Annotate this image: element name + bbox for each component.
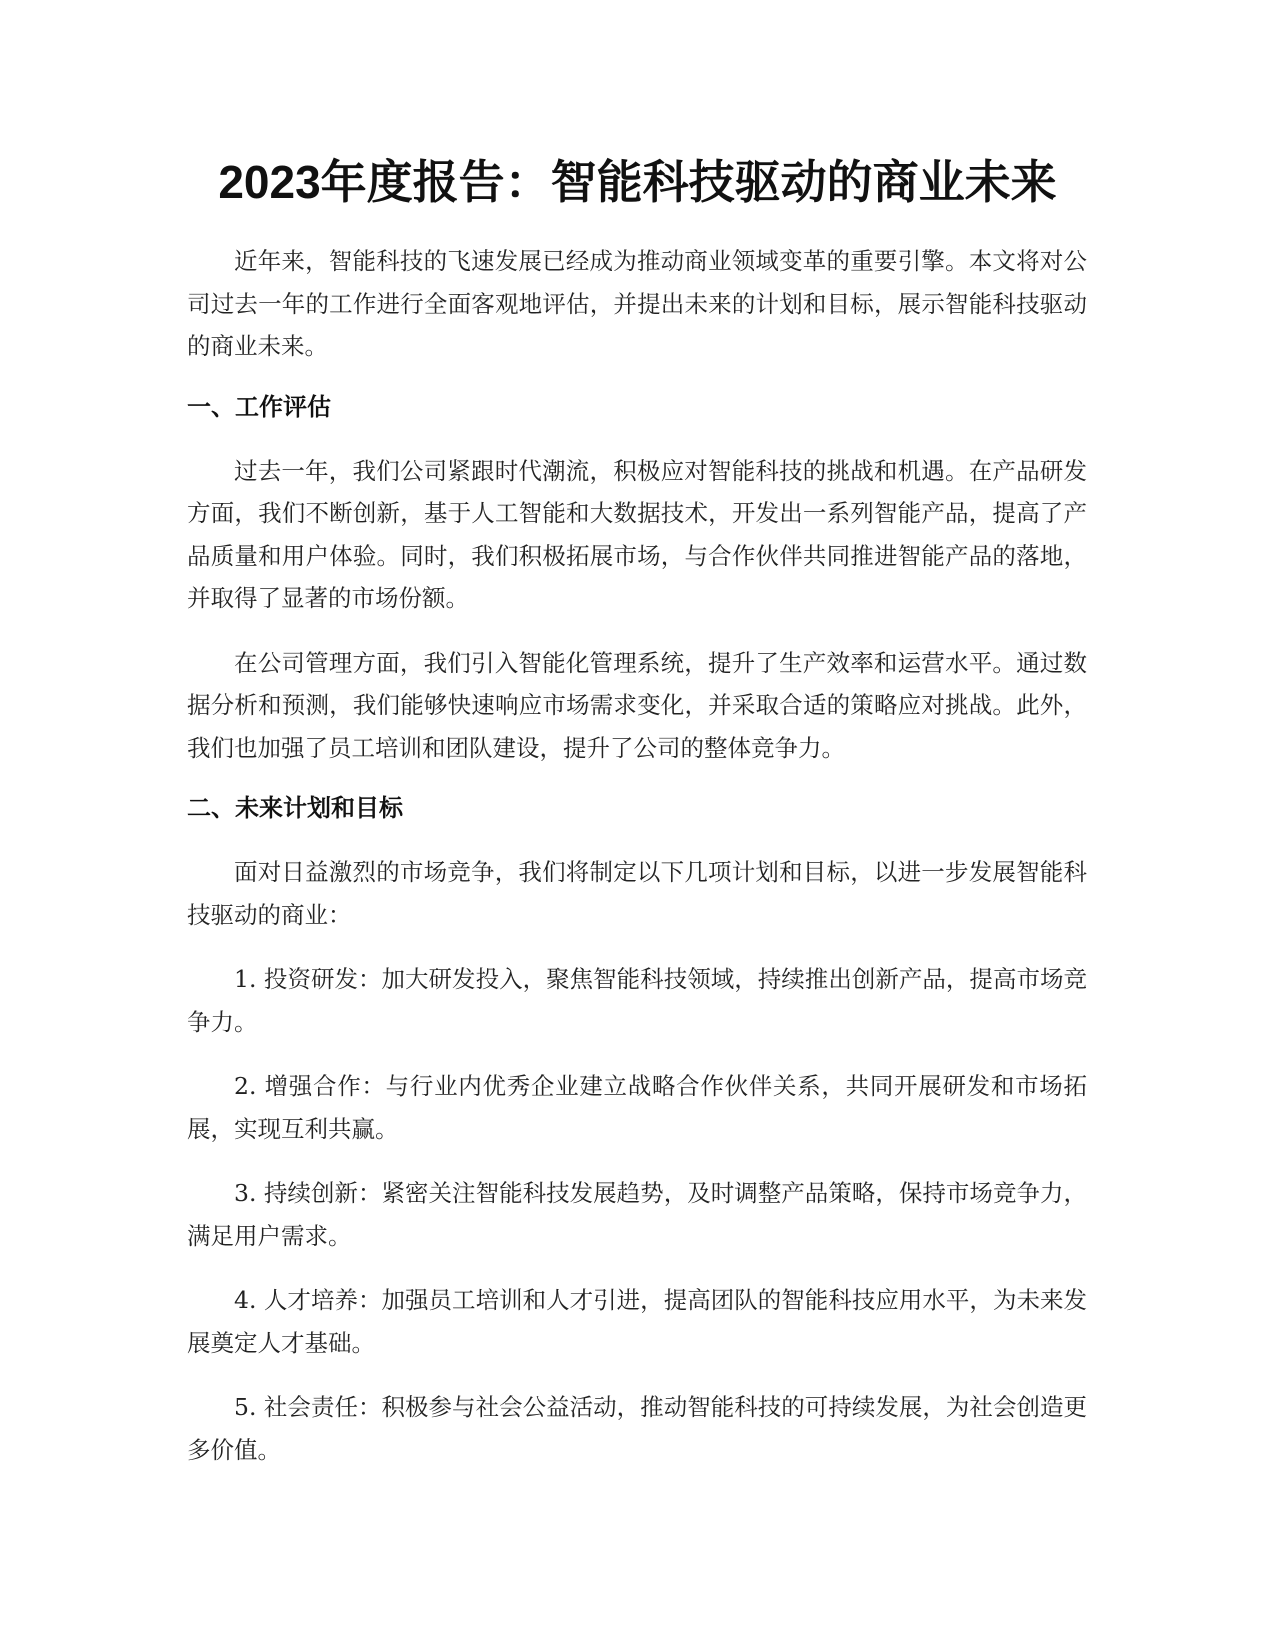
- list-item: 3. 持续创新：紧密关注智能科技发展趋势，及时调整产品策略，保持市场竞争力，满足用户需求。: [187, 1179, 1087, 1250]
- body-paragraph: 过去一年，我们公司紧跟时代潮流，积极应对智能科技的挑战和机遇。在产品研发方面，我们不断创新，基于人工智能和大数据技术，开发出一系列智能产品，提高了产品质量和用户体验。同时，我们积极拓展市场，与合作伙伴共同推进智能产品的落地，并取得了显著的市场份额。: [187, 456, 1087, 612]
- list-item: 5. 社会责任：积极参与社会公益活动，推动智能科技的可持续发展，为社会创造更多价值。: [187, 1393, 1087, 1464]
- list-item: 4. 人才培养：加强员工培训和人才引进，提高团队的智能科技应用水平，为未来发展奠定人才基础。: [187, 1286, 1087, 1357]
- body-paragraph: 在公司管理方面，我们引入智能化管理系统，提升了生产效率和运营水平。通过数据分析和预测，我们能够快速响应市场需求变化，并采取合适的策略应对挑战。此外，我们也加强了员工培训和团队建设，提升了公司的整体竞争力。: [187, 648, 1087, 762]
- list-item: 1. 投资研发：加大研发投入，聚焦智能科技领域，持续推出创新产品，提高市场竞争力。: [187, 965, 1087, 1036]
- intro-paragraph: 近年来，智能科技的飞速发展已经成为推动商业领域变革的重要引擎。本文将对公司过去一年的工作进行全面客观地评估，并提出未来的计划和目标，展示智能科技驱动的商业未来。: [187, 247, 1087, 360]
- document-title: 2023年度报告：智能科技驱动的商业未来: [218, 156, 1057, 208]
- section-work-review: [187, 390, 1087, 770]
- section-future-plans: [187, 791, 1087, 1471]
- body-paragraph: 面对日益激烈的市场竞争，我们将制定以下几项计划和目标，以进一步发展智能科技驱动的商业：: [187, 858, 1087, 929]
- section-heading: 一、工作评估: [187, 392, 331, 421]
- list-item: 2. 增强合作：与行业内优秀企业建立战略合作伙伴关系，共同开展研发和市场拓展，实现互利共赢。: [187, 1072, 1087, 1143]
- section-heading: 二、未来计划和目标: [187, 794, 403, 822]
- document-body: [187, 240, 1087, 1493]
